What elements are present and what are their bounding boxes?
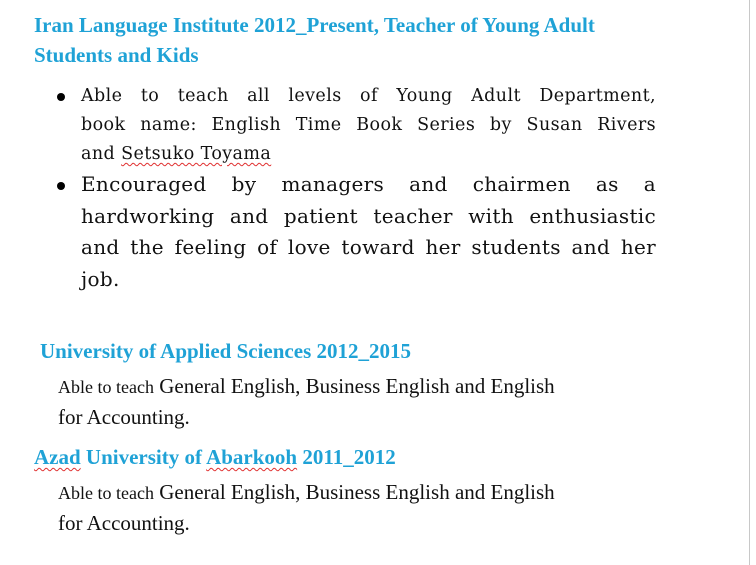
uas-description [58, 372, 555, 432]
spellcheck-flagged-name: Setsuko Toyama [121, 144, 272, 164]
spellcheck-flagged-abarkooh: Abarkooh [206, 445, 298, 469]
azad-description-line-1 [58, 478, 555, 509]
bullet-2-line-3: and the feeling of love toward her students and her [81, 235, 656, 259]
bullet-1-line-3-prefix: and [81, 144, 122, 164]
uas-description-lead: Able to teach [58, 377, 154, 397]
uas-heading [40, 336, 411, 366]
azad-description [58, 478, 555, 538]
azad-description-line-2: for Accounting. [58, 511, 190, 535]
bullet-icon [57, 182, 65, 190]
bullet-2-line-2: hardworking and patient teacher with enthusiastic [81, 203, 656, 228]
bullet-1-line-2: book name: English Time Book Series by Susan Rivers [81, 115, 656, 135]
azad-heading-text [34, 442, 396, 472]
bullet-1-line-3 [81, 140, 656, 169]
uas-description-line-1 [58, 372, 555, 403]
bullet-icon [57, 93, 65, 101]
ili-heading-line-2: Students and Kids [34, 43, 199, 67]
uas-heading-text: University of Applied Sciences 2012_2015 [40, 339, 411, 363]
uas-description-rest: General English, Business English and English [153, 374, 555, 398]
spellcheck-flagged-azad: Azad [34, 445, 81, 469]
azad-description-rest: General English, Business English and English [153, 480, 555, 504]
uas-description-line-2: for Accounting. [58, 405, 190, 429]
ili-heading-line-1: Iran Language Institute 2012_Present, Teacher of Young Adult [34, 13, 595, 37]
bullet-2-line-4: job. [81, 266, 120, 291]
ili-duties-list [56, 82, 656, 295]
bullet-2-line-1: Encouraged by managers and chairmen as a [81, 172, 656, 196]
azad-heading [34, 442, 396, 472]
azad-description-lead: Able to teach [58, 483, 154, 503]
azad-heading-tail: 2011_2012 [297, 445, 396, 469]
bullet-1-line-1: Able to teach all levels of Young Adult Department, [81, 86, 656, 106]
page-right-edge [749, 0, 750, 565]
list-item [56, 169, 656, 295]
ili-heading [34, 10, 595, 70]
list-item [56, 82, 656, 169]
azad-heading-mid: University of [80, 445, 207, 469]
